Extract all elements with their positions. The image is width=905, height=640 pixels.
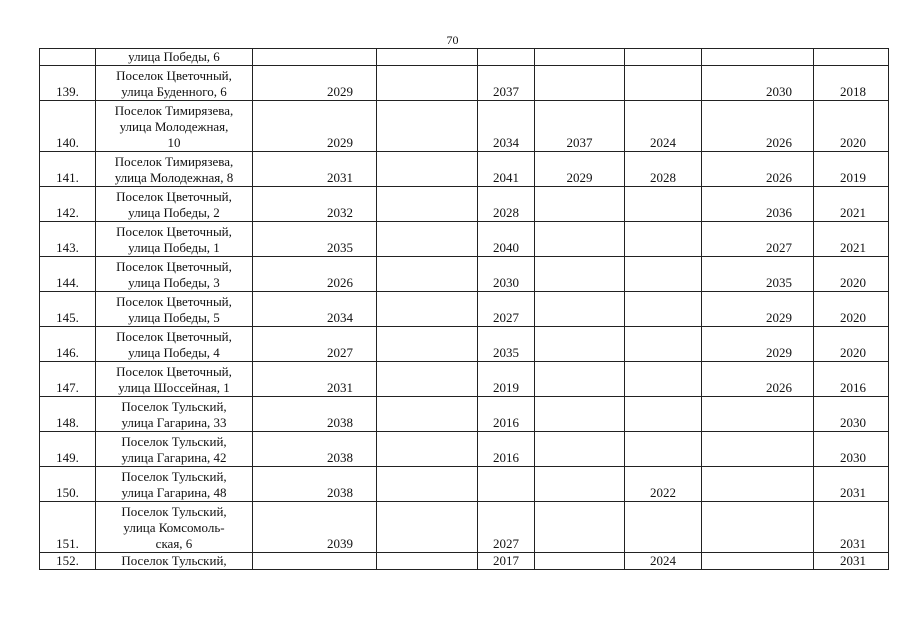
year-cell: 2030 <box>814 397 889 432</box>
table-row <box>40 432 889 467</box>
year-cell: 2031 <box>253 152 377 187</box>
address-cell <box>96 553 253 570</box>
year-cell: 2019 <box>814 152 889 187</box>
year-cell <box>535 187 625 222</box>
address-line: улица Победы, 1 <box>128 240 220 255</box>
address-cell <box>96 257 253 292</box>
address-cell <box>96 101 253 152</box>
year-cell: 2031 <box>814 553 889 570</box>
year-cell: 2024 <box>625 101 702 152</box>
year-cell <box>625 397 702 432</box>
year-cell: 2031 <box>814 467 889 502</box>
year-cell: 2030 <box>814 432 889 467</box>
row-number: 148. <box>40 397 96 432</box>
row-number: 152. <box>40 553 96 570</box>
year-cell <box>478 49 535 66</box>
year-cell <box>625 502 702 553</box>
table-row <box>40 49 889 66</box>
year-cell: 2038 <box>253 397 377 432</box>
address-cell <box>96 187 253 222</box>
address-line: Поселок Цветочный, <box>116 68 232 83</box>
address-line: Поселок Цветочный, <box>116 294 232 309</box>
address-line: Поселок Тульский, <box>121 399 227 414</box>
year-cell: 2027 <box>702 222 814 257</box>
year-cell <box>535 222 625 257</box>
address-line: Поселок Тульский, <box>121 469 227 484</box>
year-cell: 2029 <box>702 327 814 362</box>
address-line: Поселок Тульский, <box>121 504 227 519</box>
year-cell <box>535 49 625 66</box>
year-cell: 2027 <box>478 502 535 553</box>
year-cell: 2027 <box>253 327 377 362</box>
address-line: улица Победы, 4 <box>128 345 220 360</box>
year-cell: 2039 <box>253 502 377 553</box>
year-cell: 2019 <box>478 362 535 397</box>
address-cell <box>96 397 253 432</box>
year-cell <box>625 49 702 66</box>
year-cell: 2037 <box>478 66 535 101</box>
table-body <box>40 49 889 570</box>
year-cell <box>702 467 814 502</box>
year-cell: 2021 <box>814 222 889 257</box>
year-cell <box>535 292 625 327</box>
year-cell <box>377 152 478 187</box>
year-cell <box>535 467 625 502</box>
row-number: 146. <box>40 327 96 362</box>
year-cell <box>377 257 478 292</box>
year-cell: 2035 <box>253 222 377 257</box>
year-cell <box>377 66 478 101</box>
table-row <box>40 66 889 101</box>
address-line: Поселок Цветочный, <box>116 224 232 239</box>
table-row <box>40 222 889 257</box>
year-cell <box>377 467 478 502</box>
address-line: Поселок Тимирязева, <box>114 154 234 169</box>
table-row <box>40 397 889 432</box>
year-cell: 2040 <box>478 222 535 257</box>
year-cell <box>625 66 702 101</box>
address-cell <box>96 502 253 553</box>
address-line: улица Гагарина, 42 <box>121 450 227 465</box>
address-line: Поселок Цветочный, <box>116 329 232 344</box>
year-cell: 2020 <box>814 292 889 327</box>
year-cell <box>702 502 814 553</box>
address-line: Поселок Тульский, <box>121 434 227 449</box>
address-cell <box>96 152 253 187</box>
row-number: 141. <box>40 152 96 187</box>
year-cell: 2017 <box>478 553 535 570</box>
row-number: 140. <box>40 101 96 152</box>
address-line: улица Буденного, 6 <box>121 84 227 99</box>
address-line: улица Гагарина, 48 <box>121 485 227 500</box>
address-cell <box>96 327 253 362</box>
table-row <box>40 502 889 553</box>
year-cell <box>814 49 889 66</box>
year-cell <box>377 432 478 467</box>
table-row <box>40 152 889 187</box>
table-row <box>40 101 889 152</box>
address-line: улица Молодежная, <box>119 119 229 134</box>
year-cell: 2029 <box>253 101 377 152</box>
year-cell <box>478 467 535 502</box>
year-cell <box>377 502 478 553</box>
year-cell <box>377 362 478 397</box>
row-number: 147. <box>40 362 96 397</box>
year-cell <box>377 49 478 66</box>
address-line: Поселок Тульский, <box>121 553 227 568</box>
year-cell: 2020 <box>814 327 889 362</box>
address-line: ская, 6 <box>155 536 193 551</box>
year-cell <box>253 49 377 66</box>
address-line: Поселок Тимирязева, <box>114 103 234 118</box>
address-cell <box>96 66 253 101</box>
year-cell <box>625 222 702 257</box>
table-row <box>40 467 889 502</box>
year-cell: 2031 <box>253 362 377 397</box>
row-number: 149. <box>40 432 96 467</box>
year-cell <box>625 257 702 292</box>
year-cell: 2028 <box>478 187 535 222</box>
row-number: 139. <box>40 66 96 101</box>
year-cell: 2034 <box>253 292 377 327</box>
address-line: улица Шоссейная, 1 <box>118 380 230 395</box>
address-line: Поселок Цветочный, <box>116 364 232 379</box>
year-cell <box>377 101 478 152</box>
year-cell: 2029 <box>253 66 377 101</box>
year-cell: 2016 <box>478 397 535 432</box>
year-cell <box>535 553 625 570</box>
year-cell: 2018 <box>814 66 889 101</box>
year-cell <box>625 292 702 327</box>
row-number: 144. <box>40 257 96 292</box>
year-cell <box>535 502 625 553</box>
year-cell: 2029 <box>702 292 814 327</box>
year-cell <box>625 327 702 362</box>
row-number: 150. <box>40 467 96 502</box>
year-cell <box>377 292 478 327</box>
address-line: улица Молодежная, 8 <box>114 170 234 185</box>
year-cell: 2026 <box>253 257 377 292</box>
address-cell <box>96 362 253 397</box>
year-cell <box>535 66 625 101</box>
year-cell: 2030 <box>702 66 814 101</box>
year-cell <box>377 397 478 432</box>
address-line: улица Победы, 2 <box>128 205 220 220</box>
address-line: улица Комсомоль- <box>123 520 225 535</box>
address-cell <box>96 222 253 257</box>
table-row <box>40 257 889 292</box>
table-row <box>40 187 889 222</box>
year-cell: 2038 <box>253 432 377 467</box>
row-number: 151. <box>40 502 96 553</box>
row-number: 143. <box>40 222 96 257</box>
year-cell <box>377 222 478 257</box>
year-cell: 2016 <box>814 362 889 397</box>
year-cell: 2028 <box>625 152 702 187</box>
year-cell: 2035 <box>702 257 814 292</box>
year-cell <box>377 187 478 222</box>
year-cell <box>377 327 478 362</box>
year-cell <box>535 327 625 362</box>
table-row <box>40 553 889 570</box>
year-cell: 2036 <box>702 187 814 222</box>
year-cell <box>702 49 814 66</box>
year-cell: 2031 <box>814 502 889 553</box>
address-line: улица Победы, 6 <box>128 49 220 64</box>
year-cell <box>625 432 702 467</box>
year-cell <box>625 187 702 222</box>
address-cell <box>96 292 253 327</box>
row-number: 145. <box>40 292 96 327</box>
year-cell <box>253 553 377 570</box>
year-cell: 2024 <box>625 553 702 570</box>
table-row <box>40 327 889 362</box>
year-cell: 2027 <box>478 292 535 327</box>
year-cell <box>535 257 625 292</box>
address-line: улица Победы, 5 <box>128 310 220 325</box>
year-cell: 2037 <box>535 101 625 152</box>
table-row <box>40 362 889 397</box>
housing-schedule-table <box>39 48 889 570</box>
year-cell <box>702 397 814 432</box>
address-cell <box>96 49 253 66</box>
year-cell: 2016 <box>478 432 535 467</box>
year-cell <box>625 362 702 397</box>
year-cell <box>377 553 478 570</box>
year-cell: 2035 <box>478 327 535 362</box>
address-line: улица Гагарина, 33 <box>121 415 227 430</box>
year-cell: 2020 <box>814 101 889 152</box>
year-cell: 2041 <box>478 152 535 187</box>
year-cell <box>702 432 814 467</box>
address-line: Поселок Цветочный, <box>116 259 232 274</box>
year-cell: 2026 <box>702 101 814 152</box>
year-cell: 2022 <box>625 467 702 502</box>
year-cell <box>535 397 625 432</box>
year-cell <box>702 553 814 570</box>
year-cell: 2021 <box>814 187 889 222</box>
year-cell: 2020 <box>814 257 889 292</box>
table-row <box>40 292 889 327</box>
year-cell: 2026 <box>702 152 814 187</box>
year-cell: 2034 <box>478 101 535 152</box>
year-cell: 2030 <box>478 257 535 292</box>
address-line: 10 <box>167 135 181 150</box>
year-cell: 2032 <box>253 187 377 222</box>
page-number: 70 <box>446 33 459 47</box>
year-cell: 2026 <box>702 362 814 397</box>
year-cell: 2029 <box>535 152 625 187</box>
address-line: Поселок Цветочный, <box>116 189 232 204</box>
row-number: 142. <box>40 187 96 222</box>
year-cell <box>535 432 625 467</box>
year-cell <box>535 362 625 397</box>
year-cell: 2038 <box>253 467 377 502</box>
address-cell <box>96 467 253 502</box>
address-cell <box>96 432 253 467</box>
row-number <box>40 49 96 66</box>
address-line: улица Победы, 3 <box>128 275 220 290</box>
